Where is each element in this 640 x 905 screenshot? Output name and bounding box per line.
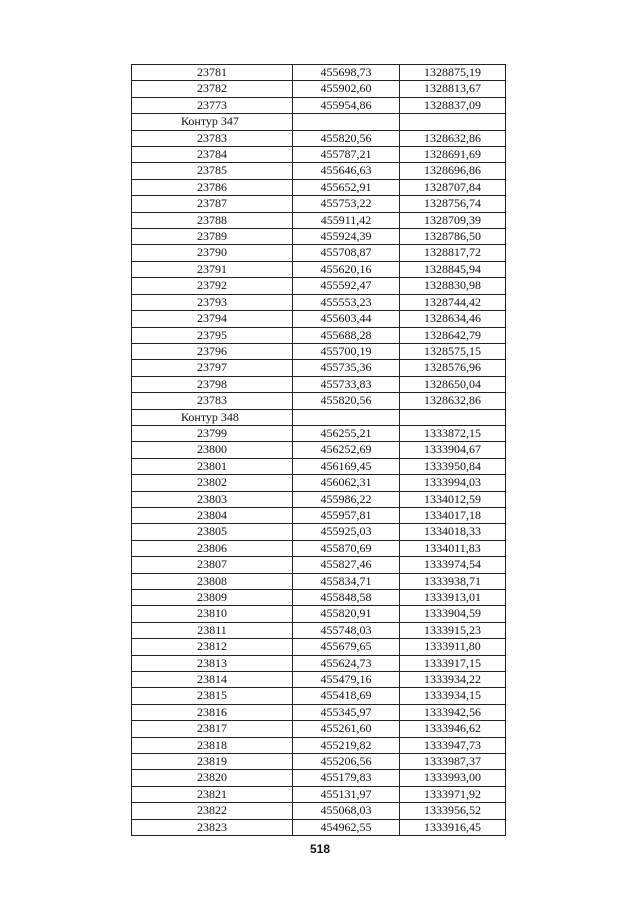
x-coordinate-cell: 455787,21 — [293, 147, 400, 163]
table-row — [132, 261, 506, 277]
y-coordinate-cell: 1328642,79 — [400, 327, 506, 343]
table-row — [132, 704, 506, 720]
y-coordinate-cell: 1333974,54 — [400, 557, 506, 573]
x-coordinate-cell: 455553,23 — [293, 294, 400, 310]
y-coordinate-cell: 1328786,50 — [400, 229, 506, 245]
point-number-cell: 23813 — [132, 655, 293, 671]
y-coordinate-cell: 1333987,37 — [400, 754, 506, 770]
x-coordinate-cell: 455911,42 — [293, 212, 400, 228]
x-coordinate-cell: 455592,47 — [293, 278, 400, 294]
table-row — [132, 442, 506, 458]
x-coordinate-cell: 455261,60 — [293, 721, 400, 737]
point-number-cell: 23799 — [132, 425, 293, 441]
y-coordinate-cell: 1333913,01 — [400, 590, 506, 606]
x-coordinate-cell: 455748,03 — [293, 622, 400, 638]
point-number-cell: 23803 — [132, 491, 293, 507]
x-coordinate-cell: 455834,71 — [293, 573, 400, 589]
table-row — [132, 393, 506, 409]
empty-cell — [400, 409, 506, 425]
x-coordinate-cell: 456252,69 — [293, 442, 400, 458]
y-coordinate-cell: 1328691,69 — [400, 147, 506, 163]
table-row — [132, 573, 506, 589]
y-coordinate-cell: 1328817,72 — [400, 245, 506, 261]
y-coordinate-cell: 1328696,86 — [400, 163, 506, 179]
table-row — [132, 475, 506, 491]
coordinates-table-body — [132, 65, 506, 836]
point-number-cell: 23773 — [132, 97, 293, 113]
table-row — [132, 97, 506, 113]
x-coordinate-cell: 455827,46 — [293, 557, 400, 573]
y-coordinate-cell: 1333911,80 — [400, 639, 506, 655]
y-coordinate-cell: 1333942,56 — [400, 704, 506, 720]
point-number-cell: 23812 — [132, 639, 293, 655]
y-coordinate-cell: 1328707,84 — [400, 179, 506, 195]
y-coordinate-cell: 1334018,33 — [400, 524, 506, 540]
y-coordinate-cell: 1328576,96 — [400, 360, 506, 376]
x-coordinate-cell: 455848,58 — [293, 590, 400, 606]
point-number-cell: 23809 — [132, 590, 293, 606]
x-coordinate-cell: 455219,82 — [293, 737, 400, 753]
point-number-cell: 23808 — [132, 573, 293, 589]
table-row — [132, 229, 506, 245]
point-number-cell: 23811 — [132, 622, 293, 638]
point-number-cell: 23784 — [132, 147, 293, 163]
empty-cell — [293, 114, 400, 130]
point-number-cell: 23801 — [132, 458, 293, 474]
point-number-cell: 23792 — [132, 278, 293, 294]
point-number-cell: 23787 — [132, 196, 293, 212]
table-row — [132, 819, 506, 835]
x-coordinate-cell: 455820,56 — [293, 393, 400, 409]
x-coordinate-cell: 455924,39 — [293, 229, 400, 245]
point-number-cell: 23816 — [132, 704, 293, 720]
y-coordinate-cell: 1333956,52 — [400, 803, 506, 819]
table-row — [132, 425, 506, 441]
point-number-cell: 23783 — [132, 130, 293, 146]
y-coordinate-cell: 1333934,22 — [400, 672, 506, 688]
y-coordinate-cell: 1333934,15 — [400, 688, 506, 704]
y-coordinate-cell: 1333938,71 — [400, 573, 506, 589]
point-number-cell: 23802 — [132, 475, 293, 491]
y-coordinate-cell: 1328650,04 — [400, 376, 506, 392]
point-number-cell: 23790 — [132, 245, 293, 261]
table-row — [132, 376, 506, 392]
x-coordinate-cell: 455479,16 — [293, 672, 400, 688]
x-coordinate-cell: 455624,73 — [293, 655, 400, 671]
x-coordinate-cell: 455179,83 — [293, 770, 400, 786]
y-coordinate-cell: 1333994,03 — [400, 475, 506, 491]
y-coordinate-cell: 1328813,67 — [400, 81, 506, 97]
point-number-cell: 23798 — [132, 376, 293, 392]
table-row — [132, 754, 506, 770]
point-number-cell: 23782 — [132, 81, 293, 97]
x-coordinate-cell: 455603,44 — [293, 311, 400, 327]
y-coordinate-cell: 1334011,83 — [400, 540, 506, 556]
point-number-cell: 23796 — [132, 343, 293, 359]
x-coordinate-cell: 455753,22 — [293, 196, 400, 212]
x-coordinate-cell: 455986,22 — [293, 491, 400, 507]
table-row — [132, 672, 506, 688]
table-row — [132, 655, 506, 671]
y-coordinate-cell: 1328632,86 — [400, 393, 506, 409]
y-coordinate-cell: 1333917,15 — [400, 655, 506, 671]
page-number: 518 — [309, 842, 331, 856]
x-coordinate-cell: 456255,21 — [293, 425, 400, 441]
table-row — [132, 491, 506, 507]
y-coordinate-cell: 1328837,09 — [400, 97, 506, 113]
y-coordinate-cell: 1333872,15 — [400, 425, 506, 441]
x-coordinate-cell: 455870,69 — [293, 540, 400, 556]
table-row — [132, 721, 506, 737]
table-row — [132, 196, 506, 212]
point-number-cell: 23783 — [132, 393, 293, 409]
x-coordinate-cell: 455206,56 — [293, 754, 400, 770]
point-number-cell: 23807 — [132, 557, 293, 573]
table-row — [132, 688, 506, 704]
point-number-cell: 23800 — [132, 442, 293, 458]
table-row — [132, 590, 506, 606]
point-number-cell: 23788 — [132, 212, 293, 228]
table-row — [132, 507, 506, 523]
contour-header-row — [132, 114, 506, 130]
y-coordinate-cell: 1328845,94 — [400, 261, 506, 277]
table-row — [132, 81, 506, 97]
x-coordinate-cell: 456062,31 — [293, 475, 400, 491]
point-number-cell: 23789 — [132, 229, 293, 245]
x-coordinate-cell: 455652,91 — [293, 179, 400, 195]
table-row — [132, 278, 506, 294]
x-coordinate-cell: 455620,16 — [293, 261, 400, 277]
y-coordinate-cell: 1328830,98 — [400, 278, 506, 294]
x-coordinate-cell: 455708,87 — [293, 245, 400, 261]
point-number-cell: 23818 — [132, 737, 293, 753]
table-row — [132, 639, 506, 655]
contour-label: Контур 347 — [132, 114, 293, 130]
point-number-cell: 23794 — [132, 311, 293, 327]
table-row — [132, 212, 506, 228]
point-number-cell: 23820 — [132, 770, 293, 786]
x-coordinate-cell: 455131,97 — [293, 786, 400, 802]
y-coordinate-cell: 1328875,19 — [400, 65, 506, 81]
table-row — [132, 458, 506, 474]
y-coordinate-cell: 1328756,74 — [400, 196, 506, 212]
x-coordinate-cell: 455820,91 — [293, 606, 400, 622]
y-coordinate-cell: 1333915,23 — [400, 622, 506, 638]
table-row — [132, 245, 506, 261]
table-row — [132, 294, 506, 310]
empty-cell — [400, 114, 506, 130]
point-number-cell: 23786 — [132, 179, 293, 195]
point-number-cell: 23805 — [132, 524, 293, 540]
table-row — [132, 803, 506, 819]
table-row — [132, 557, 506, 573]
x-coordinate-cell: 455679,65 — [293, 639, 400, 655]
x-coordinate-cell: 454962,55 — [293, 819, 400, 835]
y-coordinate-cell: 1328709,39 — [400, 212, 506, 228]
y-coordinate-cell: 1333993,00 — [400, 770, 506, 786]
table-row — [132, 163, 506, 179]
table-row — [132, 786, 506, 802]
point-number-cell: 23810 — [132, 606, 293, 622]
table-row — [132, 540, 506, 556]
point-number-cell: 23795 — [132, 327, 293, 343]
point-number-cell: 23821 — [132, 786, 293, 802]
table-row — [132, 327, 506, 343]
table-row — [132, 770, 506, 786]
y-coordinate-cell: 1333950,84 — [400, 458, 506, 474]
x-coordinate-cell: 455735,36 — [293, 360, 400, 376]
contour-header-row — [132, 409, 506, 425]
y-coordinate-cell: 1328575,15 — [400, 343, 506, 359]
x-coordinate-cell: 455688,28 — [293, 327, 400, 343]
table-row — [132, 65, 506, 81]
x-coordinate-cell: 455068,03 — [293, 803, 400, 819]
table-row — [132, 343, 506, 359]
y-coordinate-cell: 1328744,42 — [400, 294, 506, 310]
y-coordinate-cell: 1333916,45 — [400, 819, 506, 835]
point-number-cell: 23817 — [132, 721, 293, 737]
x-coordinate-cell: 455925,03 — [293, 524, 400, 540]
x-coordinate-cell: 455957,81 — [293, 507, 400, 523]
point-number-cell: 23793 — [132, 294, 293, 310]
point-number-cell: 23815 — [132, 688, 293, 704]
y-coordinate-cell: 1333947,73 — [400, 737, 506, 753]
table-row — [132, 524, 506, 540]
y-coordinate-cell: 1333904,59 — [400, 606, 506, 622]
table-row — [132, 622, 506, 638]
point-number-cell: 23822 — [132, 803, 293, 819]
point-number-cell: 23806 — [132, 540, 293, 556]
y-coordinate-cell: 1334012,59 — [400, 491, 506, 507]
y-coordinate-cell: 1328632,86 — [400, 130, 506, 146]
empty-cell — [293, 409, 400, 425]
coordinates-table — [131, 64, 506, 836]
x-coordinate-cell: 455646,63 — [293, 163, 400, 179]
table-row — [132, 179, 506, 195]
x-coordinate-cell: 455345,97 — [293, 704, 400, 720]
y-coordinate-cell: 1333946,62 — [400, 721, 506, 737]
table-row — [132, 606, 506, 622]
y-coordinate-cell: 1333971,92 — [400, 786, 506, 802]
x-coordinate-cell: 456169,45 — [293, 458, 400, 474]
point-number-cell: 23814 — [132, 672, 293, 688]
y-coordinate-cell: 1334017,18 — [400, 507, 506, 523]
y-coordinate-cell: 1333904,67 — [400, 442, 506, 458]
x-coordinate-cell: 455902,60 — [293, 81, 400, 97]
x-coordinate-cell: 455698,73 — [293, 65, 400, 81]
table-row — [132, 311, 506, 327]
table-row — [132, 360, 506, 376]
point-number-cell: 23785 — [132, 163, 293, 179]
x-coordinate-cell: 455700,19 — [293, 343, 400, 359]
table-row — [132, 737, 506, 753]
table-row — [132, 147, 506, 163]
point-number-cell: 23804 — [132, 507, 293, 523]
x-coordinate-cell: 455418,69 — [293, 688, 400, 704]
y-coordinate-cell: 1328634,46 — [400, 311, 506, 327]
x-coordinate-cell: 455820,56 — [293, 130, 400, 146]
table-row — [132, 130, 506, 146]
point-number-cell: 23819 — [132, 754, 293, 770]
point-number-cell: 23797 — [132, 360, 293, 376]
contour-label: Контур 348 — [132, 409, 293, 425]
x-coordinate-cell: 455954,86 — [293, 97, 400, 113]
point-number-cell: 23823 — [132, 819, 293, 835]
point-number-cell: 23791 — [132, 261, 293, 277]
point-number-cell: 23781 — [132, 65, 293, 81]
x-coordinate-cell: 455733,83 — [293, 376, 400, 392]
